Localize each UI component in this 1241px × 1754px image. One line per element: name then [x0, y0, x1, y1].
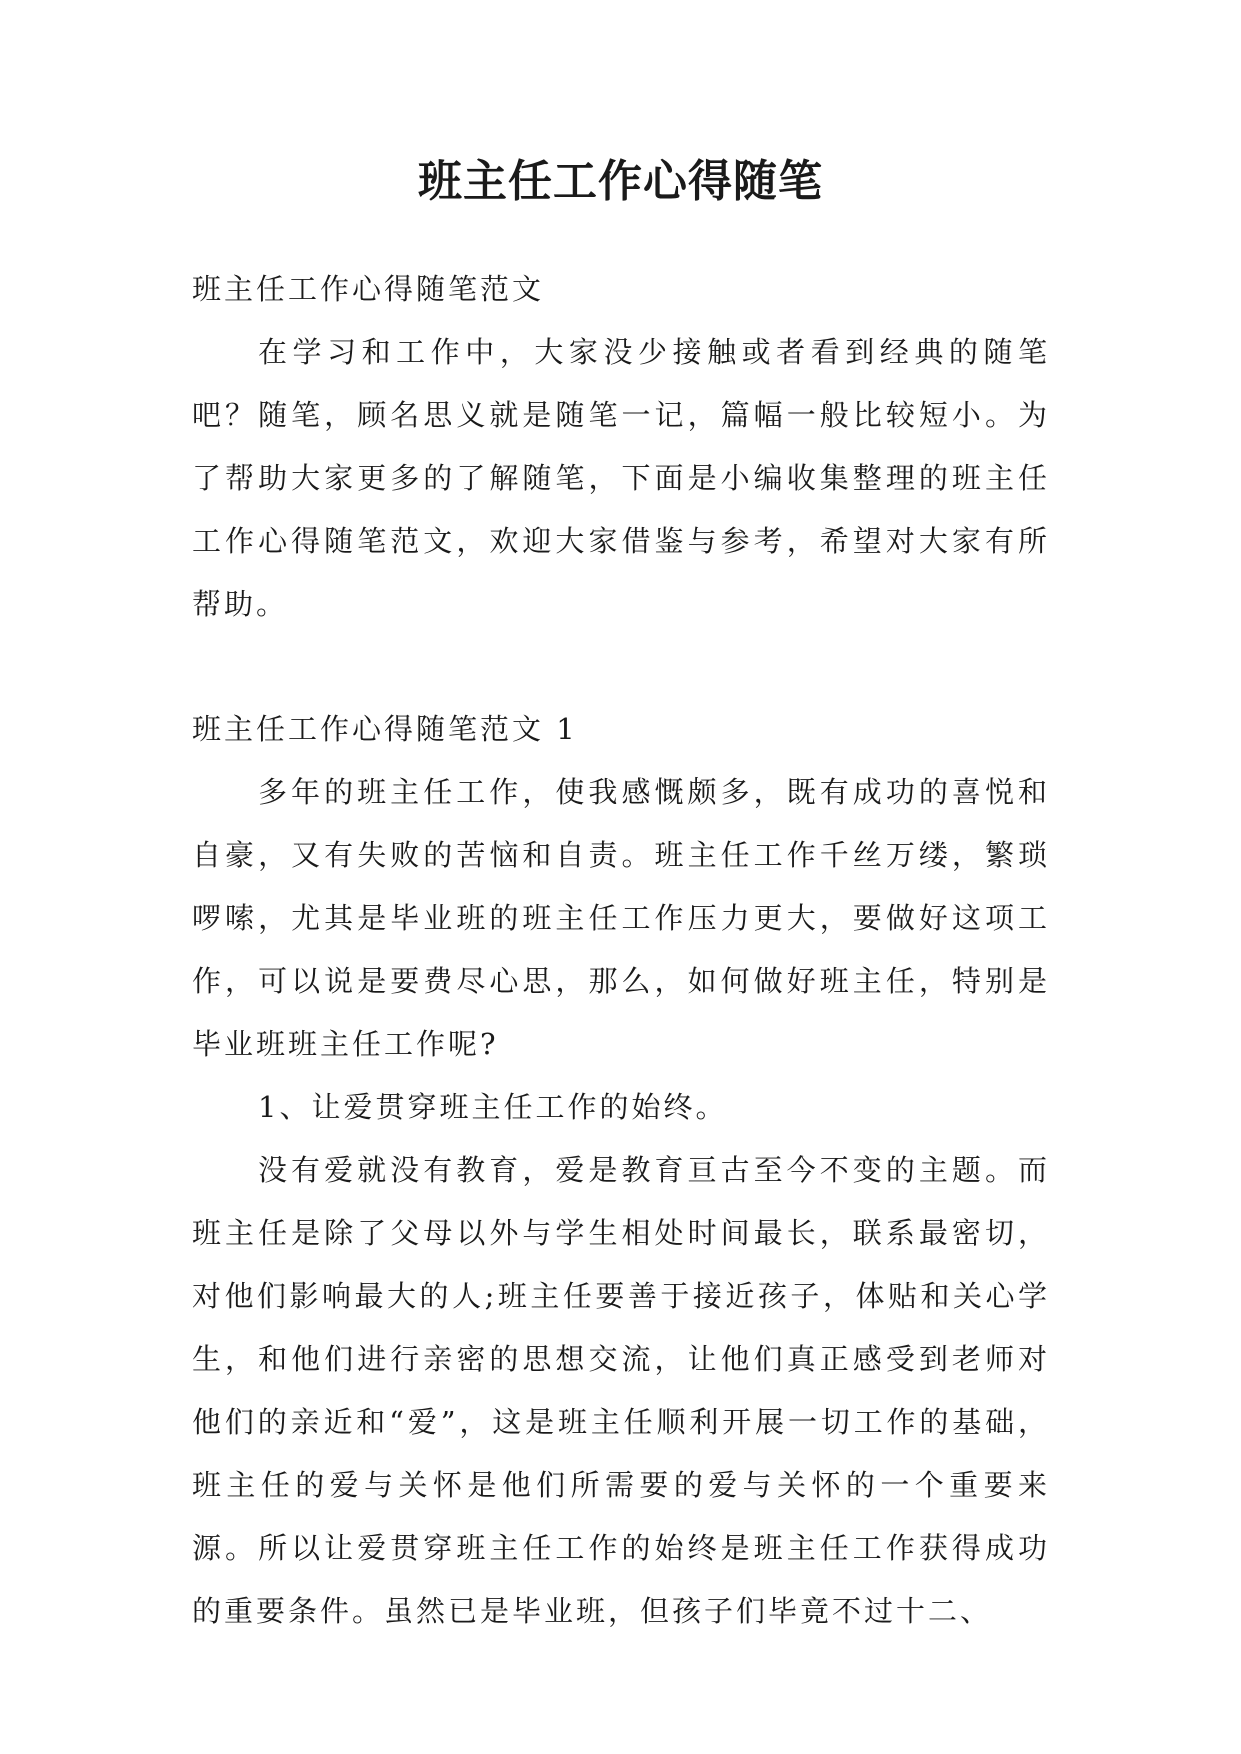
- article-point-heading: 1、让爱贯穿班主任工作的始终。: [258, 1090, 728, 1124]
- document-title: 班主任工作心得随笔: [418, 156, 823, 207]
- document-body: [192, 258, 1050, 1643]
- article-heading: 班主任工作心得随笔范文 1: [192, 712, 578, 746]
- section-heading: 班主任工作心得随笔范文: [192, 272, 545, 306]
- paragraph-spacer: [192, 636, 1050, 698]
- intro-paragraph: 在学习和工作中，大家没少接触或者看到经典的随笔吧？随笔，顾名思义就是随笔一记，篇幅一般比较短小。为了帮助大家更多的了解随笔，下面是小编收集整理的班主任工作心得随笔范文，欢迎大家借鉴与参考，希望对大家有所帮助。: [192, 335, 1050, 621]
- article-paragraph: 多年的班主任工作，使我感慨颇多，既有成功的喜悦和自豪，又有失败的苦恼和自责。班主任工作千丝万缕，繁琐啰嗦，尤其是毕业班的班主任工作压力更大，要做好这项工作，可以说是要费尽心思，那么，如何做好班主任，特别是毕业班班主任工作呢?: [192, 775, 1050, 1061]
- article-paragraph: 没有爱就没有教育，爱是教育亘古至今不变的主题。而班主任是除了父母以外与学生相处时间最长，联系最密切，对他们影响最大的人;班主任要善于接近孩子，体贴和关心学生，和他们进行亲密的思想交流，让他们真正感受到老师对他们的亲近和“爱”，这是班主任顺利开展一切工作的基础，班主任的爱与关怀是他们所需要的爱与关怀的一个重要来源。所以让爱贯穿班主任工作的始终是班主任工作获得成功的重要条件。虽然已是毕业班，但孩子们毕竟不过十二、: [192, 1153, 1050, 1628]
